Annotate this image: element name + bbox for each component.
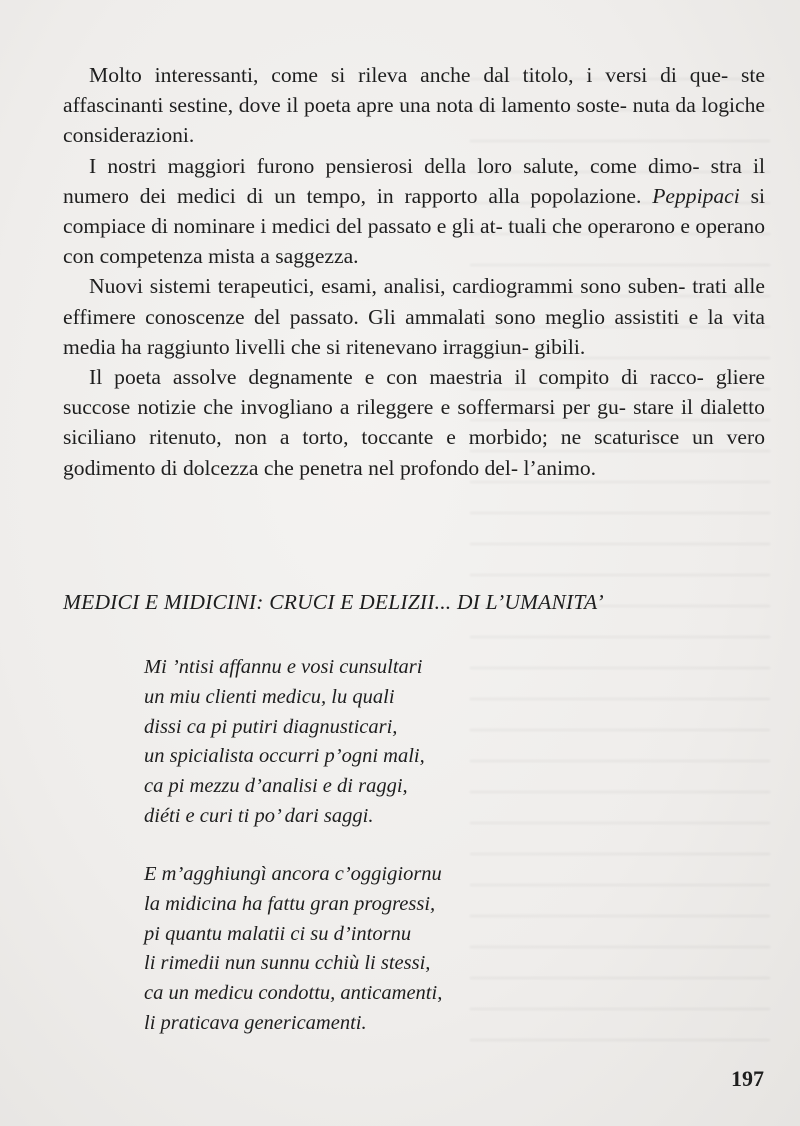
poem-verse: la midicina ha fattu gran progressi, (144, 892, 436, 915)
poem-title: MEDICI E MIDICINI: CRUCI E DELIZII... DI L’UMANITA’ (63, 590, 604, 614)
poem-verse: E m’agghiungì ancora c’oggigiornu (144, 863, 442, 885)
prose-line: ste affascinanti sestine, dove il poeta apre una nota di lamento soste- (63, 63, 765, 118)
prose-line: stare il dialetto siciliano ritenuto, non a torto, toccante e morbido; ne (63, 395, 765, 450)
prose-line: Il poeta assolve degnamente e con maestria il compito di racco- (89, 365, 704, 390)
poem-verse: Mi ’ntisi affannu e vosi cunsultari (144, 656, 423, 678)
poem-verse: li rimedii nun sunnu cchiù li stessi, (144, 952, 431, 975)
poem-stanza-1 (144, 653, 644, 832)
prose-text (63, 60, 765, 483)
page-number: 197 (731, 1066, 764, 1091)
paragraph-1 (63, 60, 765, 151)
prose-line: nuta da logiche considerazioni. (63, 93, 766, 148)
prose-line: gibili. (534, 334, 586, 359)
paragraph-4 (63, 362, 765, 483)
author-name: Peppipaci (652, 183, 740, 208)
poem-stanza-2 (144, 860, 644, 1039)
poem-verse: ca pi mezzu d’analisi e di raggi, (144, 775, 408, 798)
poem-verse: dissi ca pi putiri diagnusticari, (144, 715, 398, 738)
prose-line: si compiace di nominare i medici del passato e gli at- (63, 183, 765, 239)
prose-line: I nostri maggiori furono pensierosi della loro salute, come dimo- (89, 153, 700, 178)
prose-line: Nuovi sistemi terapeutici, esami, analisi, cardiogrammi sono suben- (89, 274, 686, 299)
poem-verse: ca un medicu condottu, anticamenti, (144, 982, 443, 1005)
poem-verse: li praticava genericamenti. (144, 1011, 367, 1034)
paragraph-2 (63, 151, 765, 272)
poem-verse: un miu clienti medicu, lu quali (144, 685, 395, 708)
prose-line: trati alle effimere conoscenze del passato. Gli ammalati sono meglio (63, 274, 765, 329)
prose-line: tuali che operarono e operano con competenza mista a saggezza. (63, 214, 765, 269)
prose-line: scaturisce un vero godimento di dolcezza che penetra nel profondo del- (63, 425, 765, 480)
prose-line: stra il numero dei medici di un tempo, in rapporto alla popolazione. (63, 153, 765, 208)
prose-line: Molto interessanti, come si rileva anche dal titolo, i versi di que- (89, 63, 729, 87)
poem-verse: pi quantu malatii ci su d’intornu (144, 922, 412, 945)
prose-line: assistiti e la vita media ha raggiunto livelli che si ritenevano irraggiun- (63, 304, 765, 359)
prose-line: gliere succose notizie che invogliano a rileggere e soffermarsi per gu- (63, 365, 765, 420)
poem-verse: diéti e curi ti po’ dari saggi. (144, 804, 374, 827)
paragraph-3 (63, 271, 765, 362)
prose-line: l’animo. (523, 455, 597, 480)
poem-verse: un spicialista occurri p’ogni mali, (144, 745, 425, 768)
